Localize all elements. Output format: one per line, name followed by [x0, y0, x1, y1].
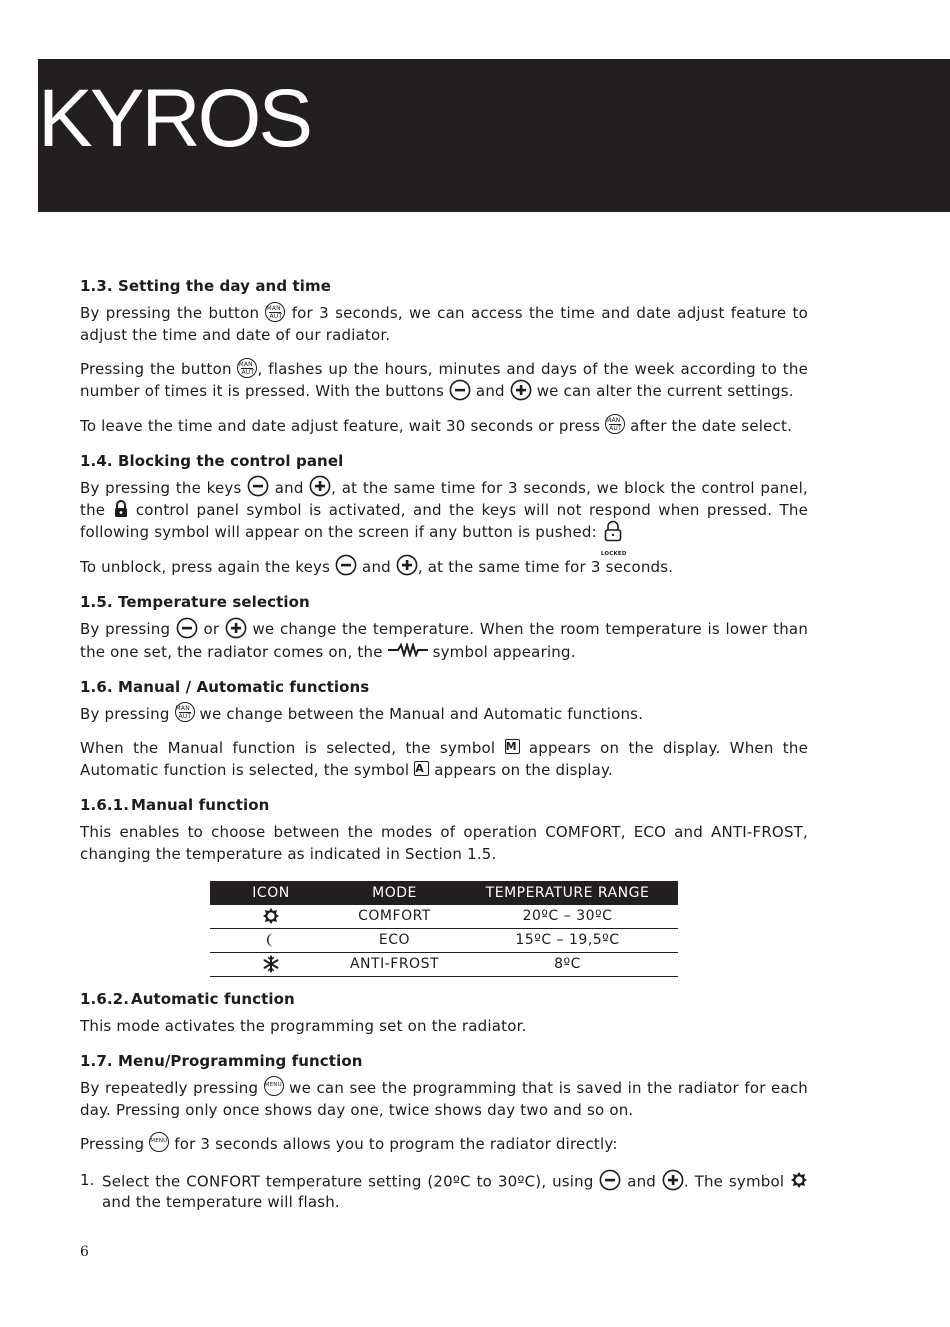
table-cell-range: 8ºC [457, 952, 678, 976]
section-heading-1-6-1: 1.6.1. Manual function [80, 795, 270, 814]
table-row [210, 928, 678, 952]
paragraph: By repeatedly pressing MENU we can see the programming that is saved in the radiator for each day. Pressing only once shows day one, twice shows day two and so on. [80, 1077, 808, 1121]
man-aut-button-icon: MAN AUT [265, 302, 285, 322]
paragraph: By pressing the keys and , at the same time for 3 seconds, we block the control panel, the control panel symbol is activated, and the keys will not respond when pressed. The following symbol will appear on the screen if any button is pushed: LOCKED [80, 477, 808, 544]
snowflake-icon [262, 955, 280, 973]
paragraph: This mode activates the programming set on the radiator. [80, 1016, 527, 1035]
moon-icon [262, 931, 280, 949]
page-number: 6 [80, 1244, 89, 1260]
heating-resistor-icon [388, 643, 428, 657]
minus-button-icon [335, 554, 357, 576]
page-content [80, 274, 808, 1211]
paragraph: Pressing the button MAN AUT , flashes up the hours, minutes and days of the week according to the number of times it is pressed. With the buttons and we can alter the current settings. [80, 358, 808, 403]
list-number: 1. [80, 1170, 95, 1189]
paragraph: By pressing or we change the temperature. When the room temperature is lower than the one set, the radiator comes on, the symbol appearing. [80, 618, 808, 663]
minus-button-icon [599, 1169, 621, 1191]
plus-button-icon [396, 554, 418, 576]
table-row [210, 952, 678, 976]
table-cell-range: 20ºC – 30ºC [457, 905, 678, 929]
menu-button-icon: MENU [149, 1132, 169, 1152]
locked-label: LOCKED [600, 550, 627, 557]
menu-button-icon: MENU [264, 1076, 284, 1096]
paragraph: To leave the time and date adjust feature, wait 30 seconds or press MAN AUT after the date select. [80, 415, 808, 437]
section-heading-1-3: 1.3. Setting the day and time [80, 277, 332, 295]
manual-mode-icon: M [505, 739, 520, 754]
sun-icon [790, 1171, 808, 1189]
paragraph: Pressing MENU for 3 seconds allows you to program the radiator directly: [80, 1133, 808, 1155]
section-heading-1-6-2: 1.6.2. Automatic function [80, 989, 295, 1008]
section-heading-1-6: 1.6. Manual / Automatic functions [80, 677, 370, 696]
man-aut-button-icon: MAN AUT [237, 358, 257, 378]
section-heading-1-7: 1.7. Menu/Programming function [80, 1051, 363, 1070]
table-cell-mode: COMFORT [332, 905, 457, 929]
paragraph: To unblock, press again the keys and , at the same time for 3 seconds. [80, 556, 808, 579]
section-heading-1-5: 1.5. Temperature selection [80, 593, 310, 611]
paragraph: By pressing MAN AUT we change between the Manual and Automatic functions. [80, 703, 808, 725]
table-row [210, 905, 678, 929]
lock-icon [113, 500, 129, 518]
plus-button-icon [309, 475, 331, 497]
plus-button-icon [662, 1169, 684, 1191]
auto-mode-icon: A [414, 761, 429, 776]
table-cell-mode: ANTI-FROST [332, 952, 457, 976]
list-item-text: Select the CONFORT temperature setting (20ºC to 30ºC), using and . The symbol and the temperature will flash. [102, 1171, 808, 1211]
table-header: ICON [210, 881, 332, 905]
table-cell-mode: ECO [332, 928, 457, 952]
plus-button-icon [225, 617, 247, 639]
table-header: MODE [332, 881, 457, 905]
padlock-outline-icon [602, 520, 624, 542]
sun-icon [262, 907, 280, 925]
table-cell-range: 15ºC – 19,5ºC [457, 928, 678, 952]
locked-symbol [600, 520, 627, 557]
minus-button-icon [449, 379, 471, 401]
mode-table [210, 881, 678, 977]
paragraph: When the Manual function is selected, the symbol M appears on the display. When the Automatic function is selected, the symbol A appears on the display. [80, 738, 809, 779]
minus-button-icon [176, 617, 198, 639]
paragraph: This enables to choose between the modes of operation COMFORT, ECO and ANTI-FROST, changing the temperature as indicated in Section 1.5. [80, 822, 808, 863]
man-aut-button-icon: MAN AUT [175, 702, 195, 722]
table-header: TEMPERATURE RANGE [457, 881, 678, 905]
paragraph: By pressing the button MAN AUT for 3 seconds, we can access the time and date adjust feature to adjust the time and date of our radiator. [80, 302, 808, 346]
list-item [80, 1171, 808, 1211]
minus-button-icon [247, 475, 269, 497]
man-aut-button-icon: MAN AUT [605, 414, 625, 434]
brand-logo: KYROS [38, 73, 311, 164]
plus-button-icon [510, 379, 532, 401]
section-heading-1-4: 1.4. Blocking the control panel [80, 451, 344, 470]
